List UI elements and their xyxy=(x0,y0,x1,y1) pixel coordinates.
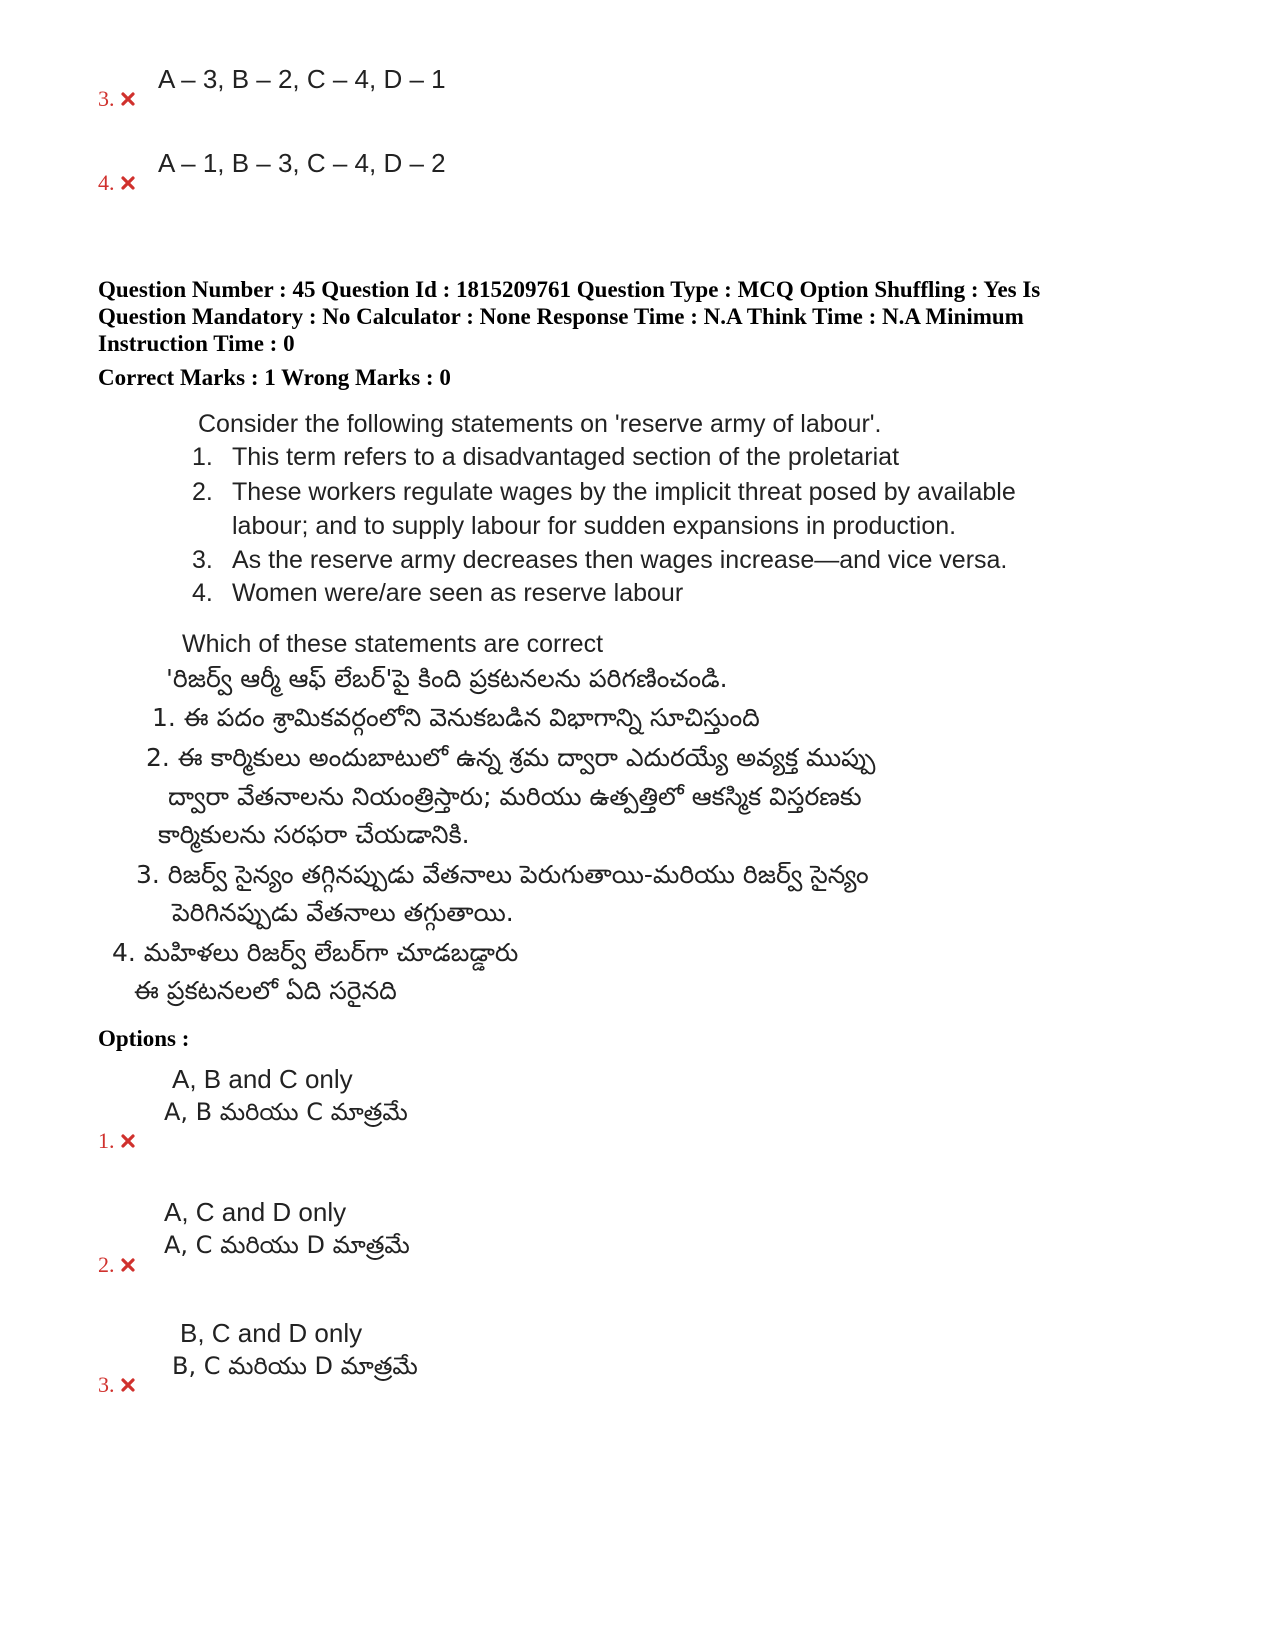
option-1-number xyxy=(98,1128,135,1154)
prev-option-4-label: 4. xyxy=(98,170,115,195)
question-intro: Consider the following statements on 'reserve army of labour'. xyxy=(198,410,882,438)
statement-text: This term refers to a disadvantaged section of the proletariat xyxy=(232,443,900,471)
option-1-telugu: A, B మరియు C మాత్రమే xyxy=(164,1098,408,1126)
option-3-english: B, C and D only xyxy=(180,1318,363,1348)
telugu-statement-2-cont-2: కార్మికులను సరఫరా చేయడానికి. xyxy=(158,820,470,849)
statement-4 xyxy=(192,579,683,608)
statement-number: 1. xyxy=(192,443,213,471)
prev-option-3-number xyxy=(98,86,135,112)
cross-mark-icon xyxy=(121,1378,135,1392)
question-meta xyxy=(98,276,1178,357)
option-2-label: 2. xyxy=(98,1252,115,1277)
telugu-statement-2-cont-1: ద్వారా వేతనాలను నియంత్రిస్తారు; మరియు ఉత్పత్తిలో ఆకస్మిక విస్తరణకు xyxy=(168,782,862,811)
option-3-number xyxy=(98,1372,135,1398)
prev-option-3-label: 3. xyxy=(98,86,115,111)
statement-2 xyxy=(192,478,1016,507)
cross-mark-icon xyxy=(121,1258,135,1272)
statement-number: 2. xyxy=(192,478,213,506)
statement-text: Women were/are seen as reserve labour xyxy=(232,579,684,607)
cross-mark-icon xyxy=(121,92,135,106)
prev-option-4-text: A – 1, B – 3, C – 4, D – 2 xyxy=(158,148,446,178)
telugu-statement-4: 4. మహిళలు రిజర్వ్ లేబర్‌గా చూడబడ్డారు xyxy=(112,938,519,967)
options-label: Options : xyxy=(98,1026,190,1051)
statement-number: 4. xyxy=(192,579,213,607)
option-3-label: 3. xyxy=(98,1372,115,1397)
telugu-statement-1: 1. ఈ పదం శ్రామికవర్గంలోని వెనుకబడిన విభాగాన్ని సూచిస్తుంది xyxy=(152,703,760,732)
option-1-label: 1. xyxy=(98,1128,115,1153)
prev-option-3-text: A – 3, B – 2, C – 4, D – 1 xyxy=(158,64,446,94)
meta-line-2: Question Mandatory : No Calculator : None Response Time : N.A Think Time : N.A Minimum xyxy=(98,304,1024,329)
option-2-english: A, C and D only xyxy=(164,1197,347,1227)
question-marks: Correct Marks : 1 Wrong Marks : 0 xyxy=(98,365,451,390)
statement-3 xyxy=(192,546,1007,575)
option-3-telugu: B, C మరియు D మాత్రమే xyxy=(172,1352,418,1380)
option-2-number xyxy=(98,1252,135,1278)
option-1-english: A, B and C only xyxy=(172,1064,353,1094)
meta-line-1: Question Number : 45 Question Id : 1815209761 Question Type : MCQ Option Shuffling : Yes Is xyxy=(98,277,1041,302)
cross-mark-icon xyxy=(121,176,135,190)
question-prompt: Which of these statements are correct xyxy=(182,630,604,658)
statement-1 xyxy=(192,443,899,472)
telugu-statement-2: 2. ఈ కార్మికులు అందుబాటులో ఉన్న శ్రమ ద్వారా ఎదురయ్యే అవ్యక్త ముప్పు xyxy=(146,743,876,772)
statement-number: 3. xyxy=(192,546,213,574)
statement-text: These workers regulate wages by the implicit threat posed by available xyxy=(232,478,1016,506)
cross-mark-icon xyxy=(121,1134,135,1148)
statement-text: labour; and to supply labour for sudden expansions in production. xyxy=(232,512,957,540)
telugu-statement-3-cont: పెరిగినప్పుడు వేతనాలు తగ్గుతాయి. xyxy=(172,898,514,927)
telugu-prompt: ఈ ప్రకటనలలో ఏది సరైనది xyxy=(134,976,397,1005)
statement-2-cont xyxy=(232,512,956,541)
meta-line-3: Instruction Time : 0 xyxy=(98,331,295,356)
statement-text: As the reserve army decreases then wages increase—and vice versa. xyxy=(232,546,1008,574)
option-2-telugu: A, C మరియు D మాత్రమే xyxy=(164,1231,410,1259)
prev-option-4-number xyxy=(98,170,135,196)
telugu-statement-3: 3. రిజర్వ్ సైన్యం తగ్గినప్పుడు వేతనాలు పెరుగుతాయి-మరియు రిజర్వ్ సైన్యం xyxy=(136,860,869,889)
telugu-intro: 'రిజర్వ్ ఆర్మీ ఆఫ్ లేబర్'పై కింది ప్రకటనలను పరిగణించండి. xyxy=(166,664,728,693)
